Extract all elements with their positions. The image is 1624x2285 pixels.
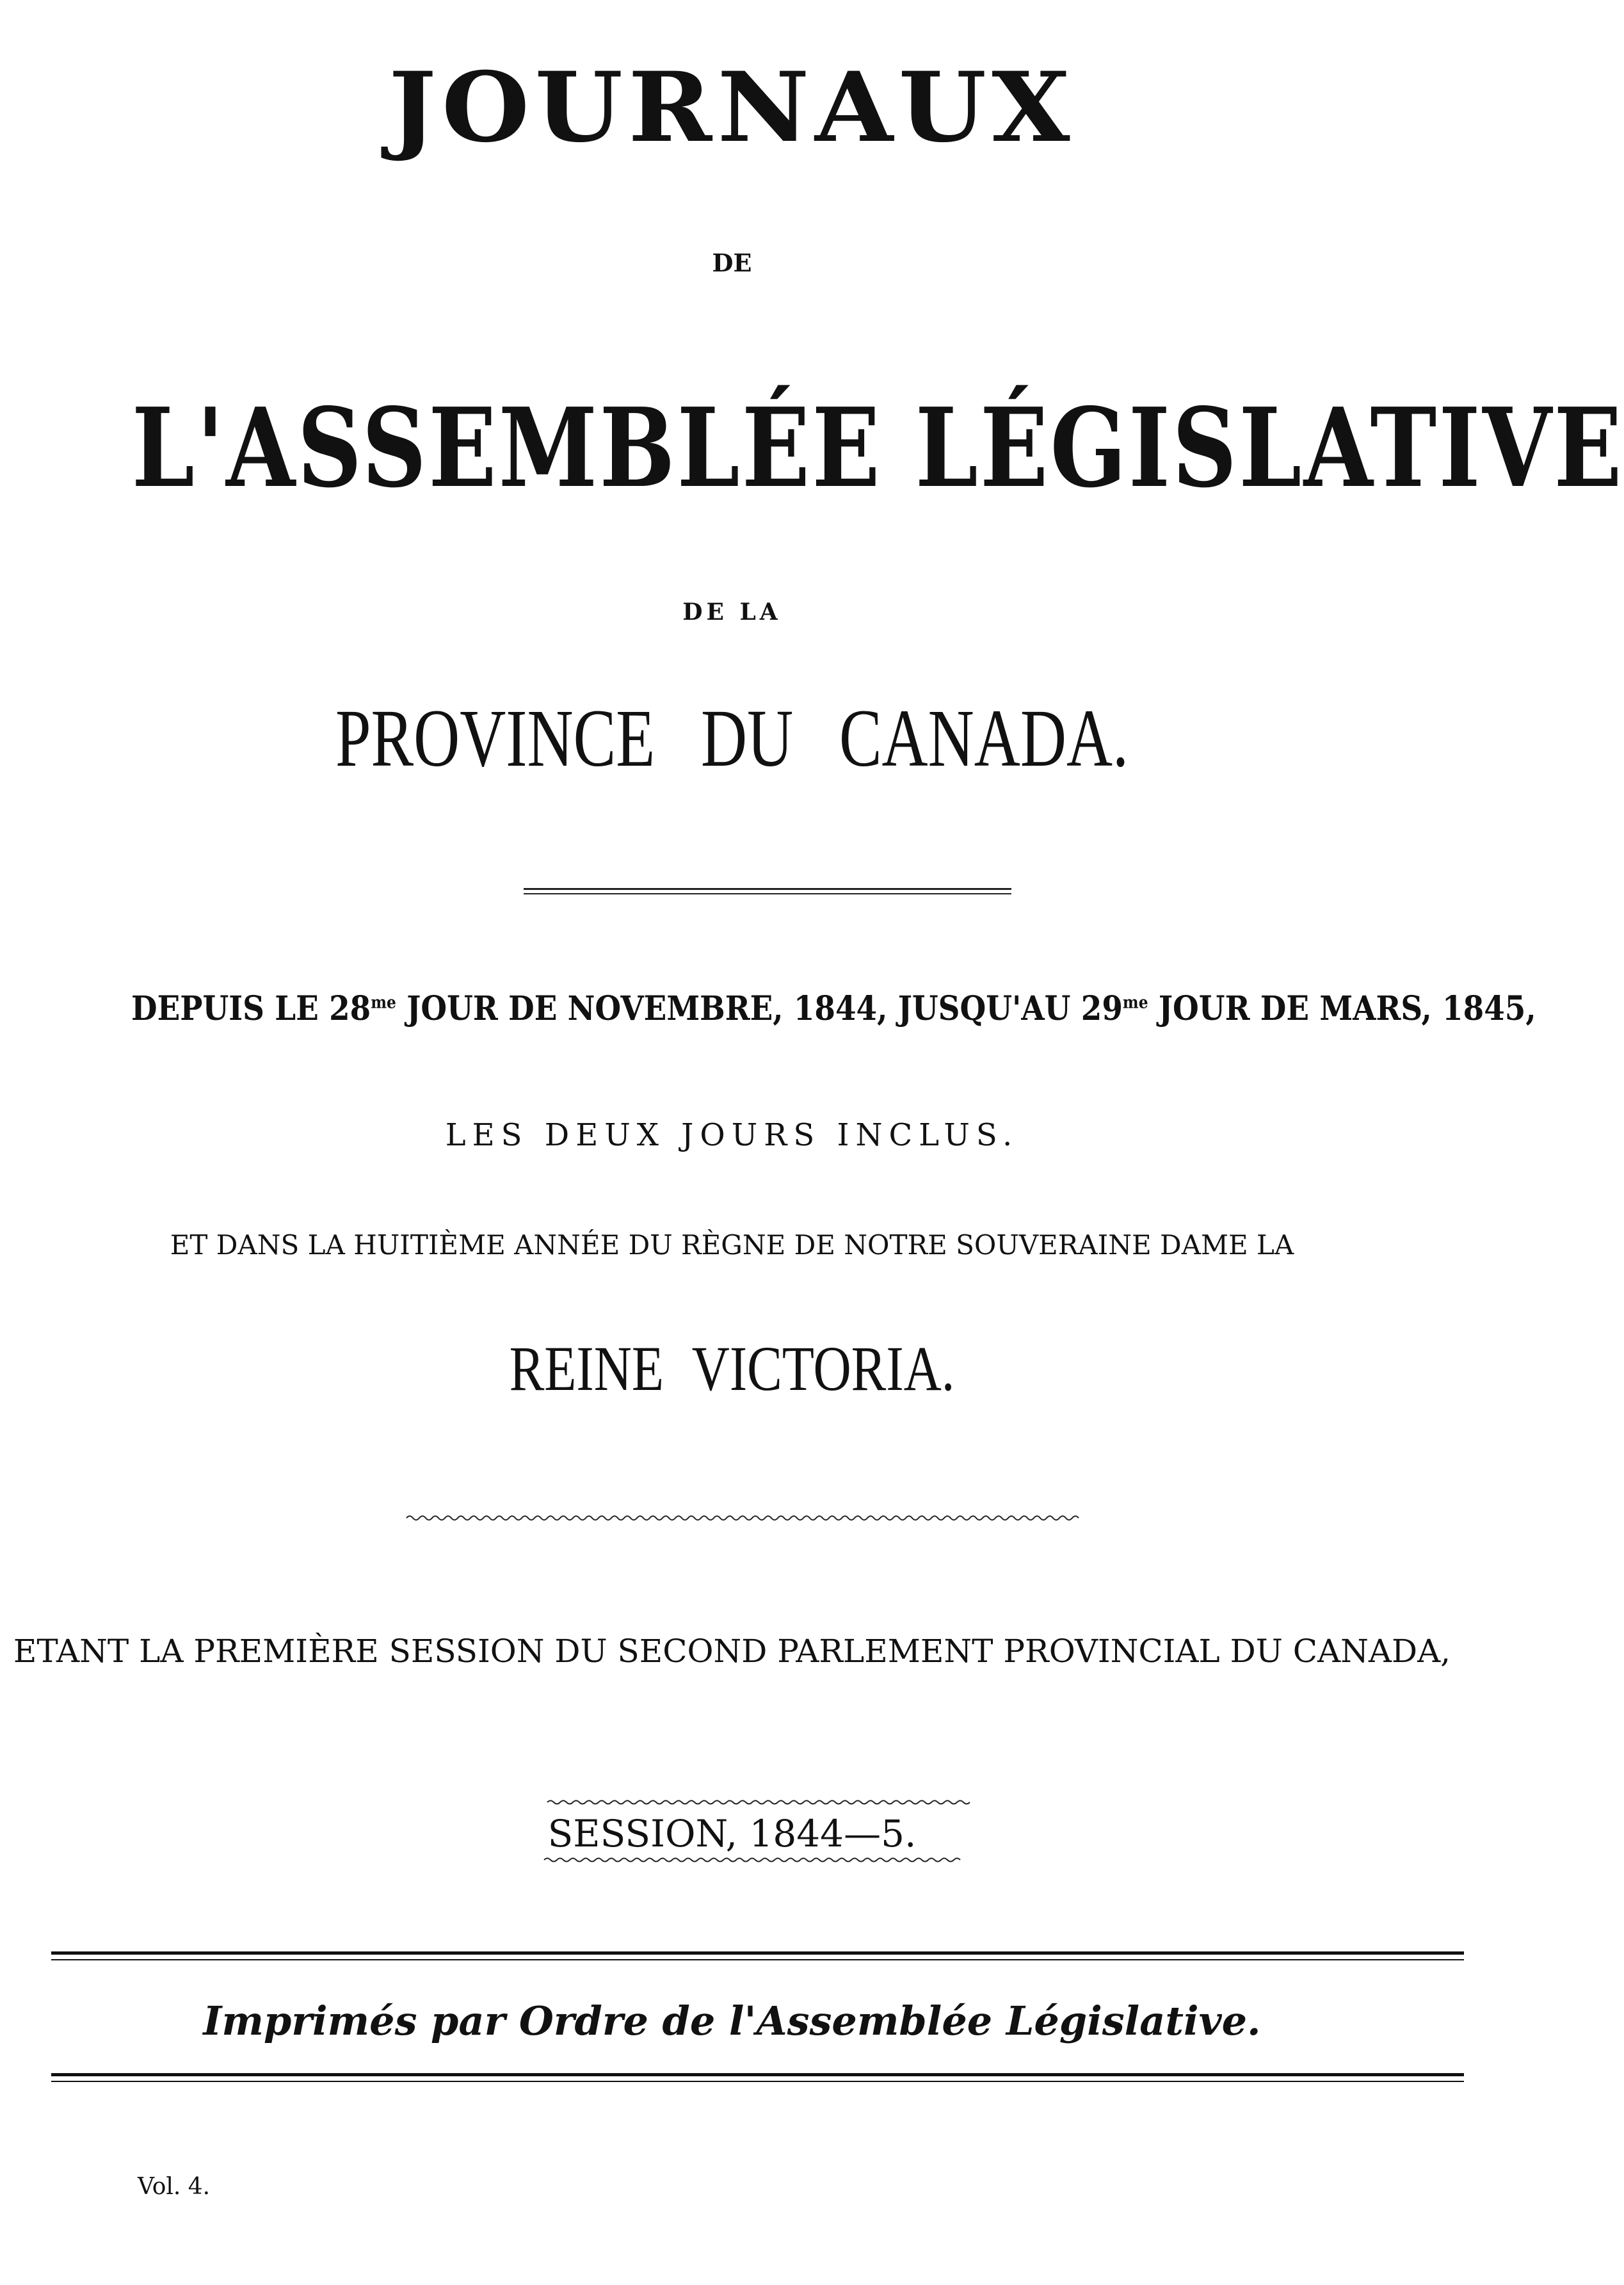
connector-de: DE [712, 248, 752, 277]
dates-superscript-2: me [1122, 993, 1148, 1013]
province-title: PROVINCE DU CANADA. [335, 693, 1129, 784]
footer-rule-bottom-thick [51, 2073, 1464, 2076]
inclusive-note: LES DEUX JOURS INCLUS. [445, 1117, 1019, 1153]
volume-number: Vol. 4. [138, 2174, 211, 2200]
dates-part-3: JOUR DE MARS, 1845, [1148, 989, 1536, 1028]
footer-rule-bottom-thin [51, 2081, 1464, 2082]
connector-de-la: DE LA [682, 599, 782, 626]
wavy-rule [406, 1514, 1082, 1522]
session-dates [131, 989, 1536, 1028]
session-year: SESSION, 1844—5. [547, 1812, 917, 1855]
footer-rule-top-thick [51, 1951, 1464, 1955]
journal-title: JOURNAUX [389, 51, 1075, 164]
double-rule-bottom [524, 893, 1011, 894]
session-wavy-rule-top [547, 1799, 973, 1805]
footer-rule-top-thin [51, 1959, 1464, 1960]
double-rule-top [524, 888, 1011, 890]
printed-by: Imprimés par Ordre de l'Assemblée Législative. [203, 1998, 1261, 2044]
assembly-title: L'ASSEMBLÉE LÉGISLATIVE [131, 384, 1624, 512]
dates-part-1: DEPUIS LE 28 [131, 989, 371, 1028]
reign-line: ET DANS LA HUITIÈME ANNÉE DU RÈGNE DE NOTRE SOUVERAINE DAME LA [170, 1229, 1294, 1261]
session-description: ETANT LA PREMIÈRE SESSION DU SECOND PARLEMENT PROVINCIAL DU CANADA, [13, 1633, 1451, 1670]
dates-superscript-1: me [371, 993, 396, 1013]
session-wavy-rule-bottom [544, 1857, 960, 1863]
queen-name: REINE VICTORIA. [509, 1333, 955, 1404]
dates-part-2: JOUR DE NOVEMBRE, 1844, JUSQU'AU 29 [396, 989, 1123, 1028]
